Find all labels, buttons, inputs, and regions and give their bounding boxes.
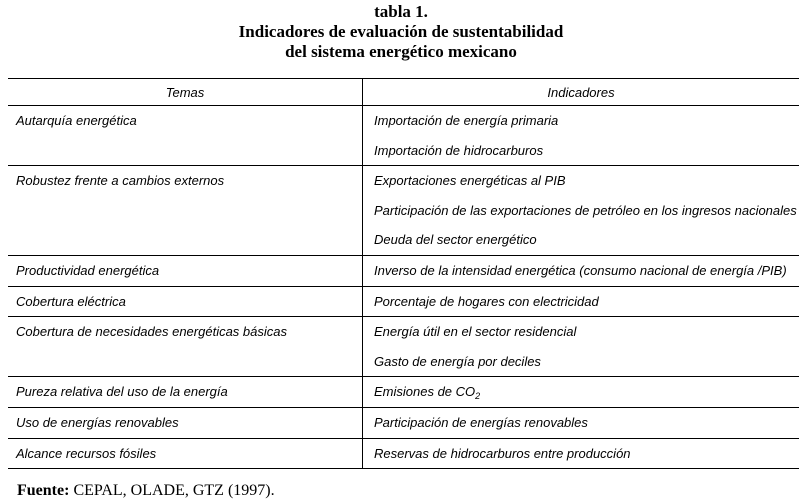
title-line-1: tabla 1.: [374, 2, 428, 21]
tema-cell: Cobertura de necesidades energéticas básicas: [16, 324, 288, 340]
indicador-cell: Gasto de energía por deciles: [374, 353, 541, 369]
table-row: [8, 255, 799, 286]
table-row: [8, 407, 799, 438]
tema-cell: Productividad energética: [16, 262, 160, 278]
indicador-cell: Exportaciones energéticas al PIB: [374, 173, 566, 189]
table-row: [8, 106, 799, 166]
table-row: [8, 377, 799, 408]
source-label: Fuente:: [17, 482, 70, 499]
title-line-2: Indicadores de evaluación de sustentabilidad: [238, 22, 564, 41]
header-temas: Temas: [8, 79, 363, 106]
indicador-cell: Reservas de hidrocarburos entre producción: [374, 445, 631, 461]
table-row: [8, 438, 799, 469]
indicador-cell: Inverso de la intensidad energética (consumo nacional de energía /PIB): [374, 262, 787, 278]
table-row: [8, 317, 799, 377]
indicador-cell: Porcentaje de hogares con electricidad: [374, 293, 599, 309]
source-note: [17, 482, 275, 500]
tema-cell: Uso de energías renovables: [16, 414, 179, 430]
indicador-cell: Participación de las exportaciones de petróleo en los ingresos nacionales: [374, 202, 797, 218]
indicador-cell: Deuda del sector energético: [374, 232, 537, 248]
header-indicadores: Indicadores: [363, 79, 800, 106]
tema-cell: Robustez frente a cambios externos: [16, 173, 225, 189]
tema-cell: Alcance recursos fósiles: [16, 445, 157, 461]
tema-cell: Autarquía energética: [16, 113, 137, 128]
title-line-3: del sistema energético mexicano: [285, 42, 517, 61]
source-text: CEPAL, OLADE, GTZ (1997).: [69, 482, 275, 499]
indicador-cell: [374, 377, 799, 407]
indicador-cell: Energía útil en el sector residencial: [374, 324, 577, 340]
indicador-cell: Importación de energía primaria: [374, 113, 559, 128]
table-row: [8, 166, 799, 256]
table-title: [0, 2, 802, 62]
indicador-cell: Importación de hidrocarburos: [374, 142, 544, 158]
tema-cell: Pureza relativa del uso de la energía: [16, 384, 228, 400]
table-header-row: [8, 79, 799, 106]
indicador-cell: Participación de energías renovables: [374, 414, 588, 430]
indicators-table: [8, 78, 799, 469]
tema-cell: Cobertura eléctrica: [16, 293, 126, 309]
co2-text: Emisiones de CO: [374, 384, 476, 400]
co2-subscript: 2: [475, 391, 481, 402]
table-row: [8, 286, 799, 317]
